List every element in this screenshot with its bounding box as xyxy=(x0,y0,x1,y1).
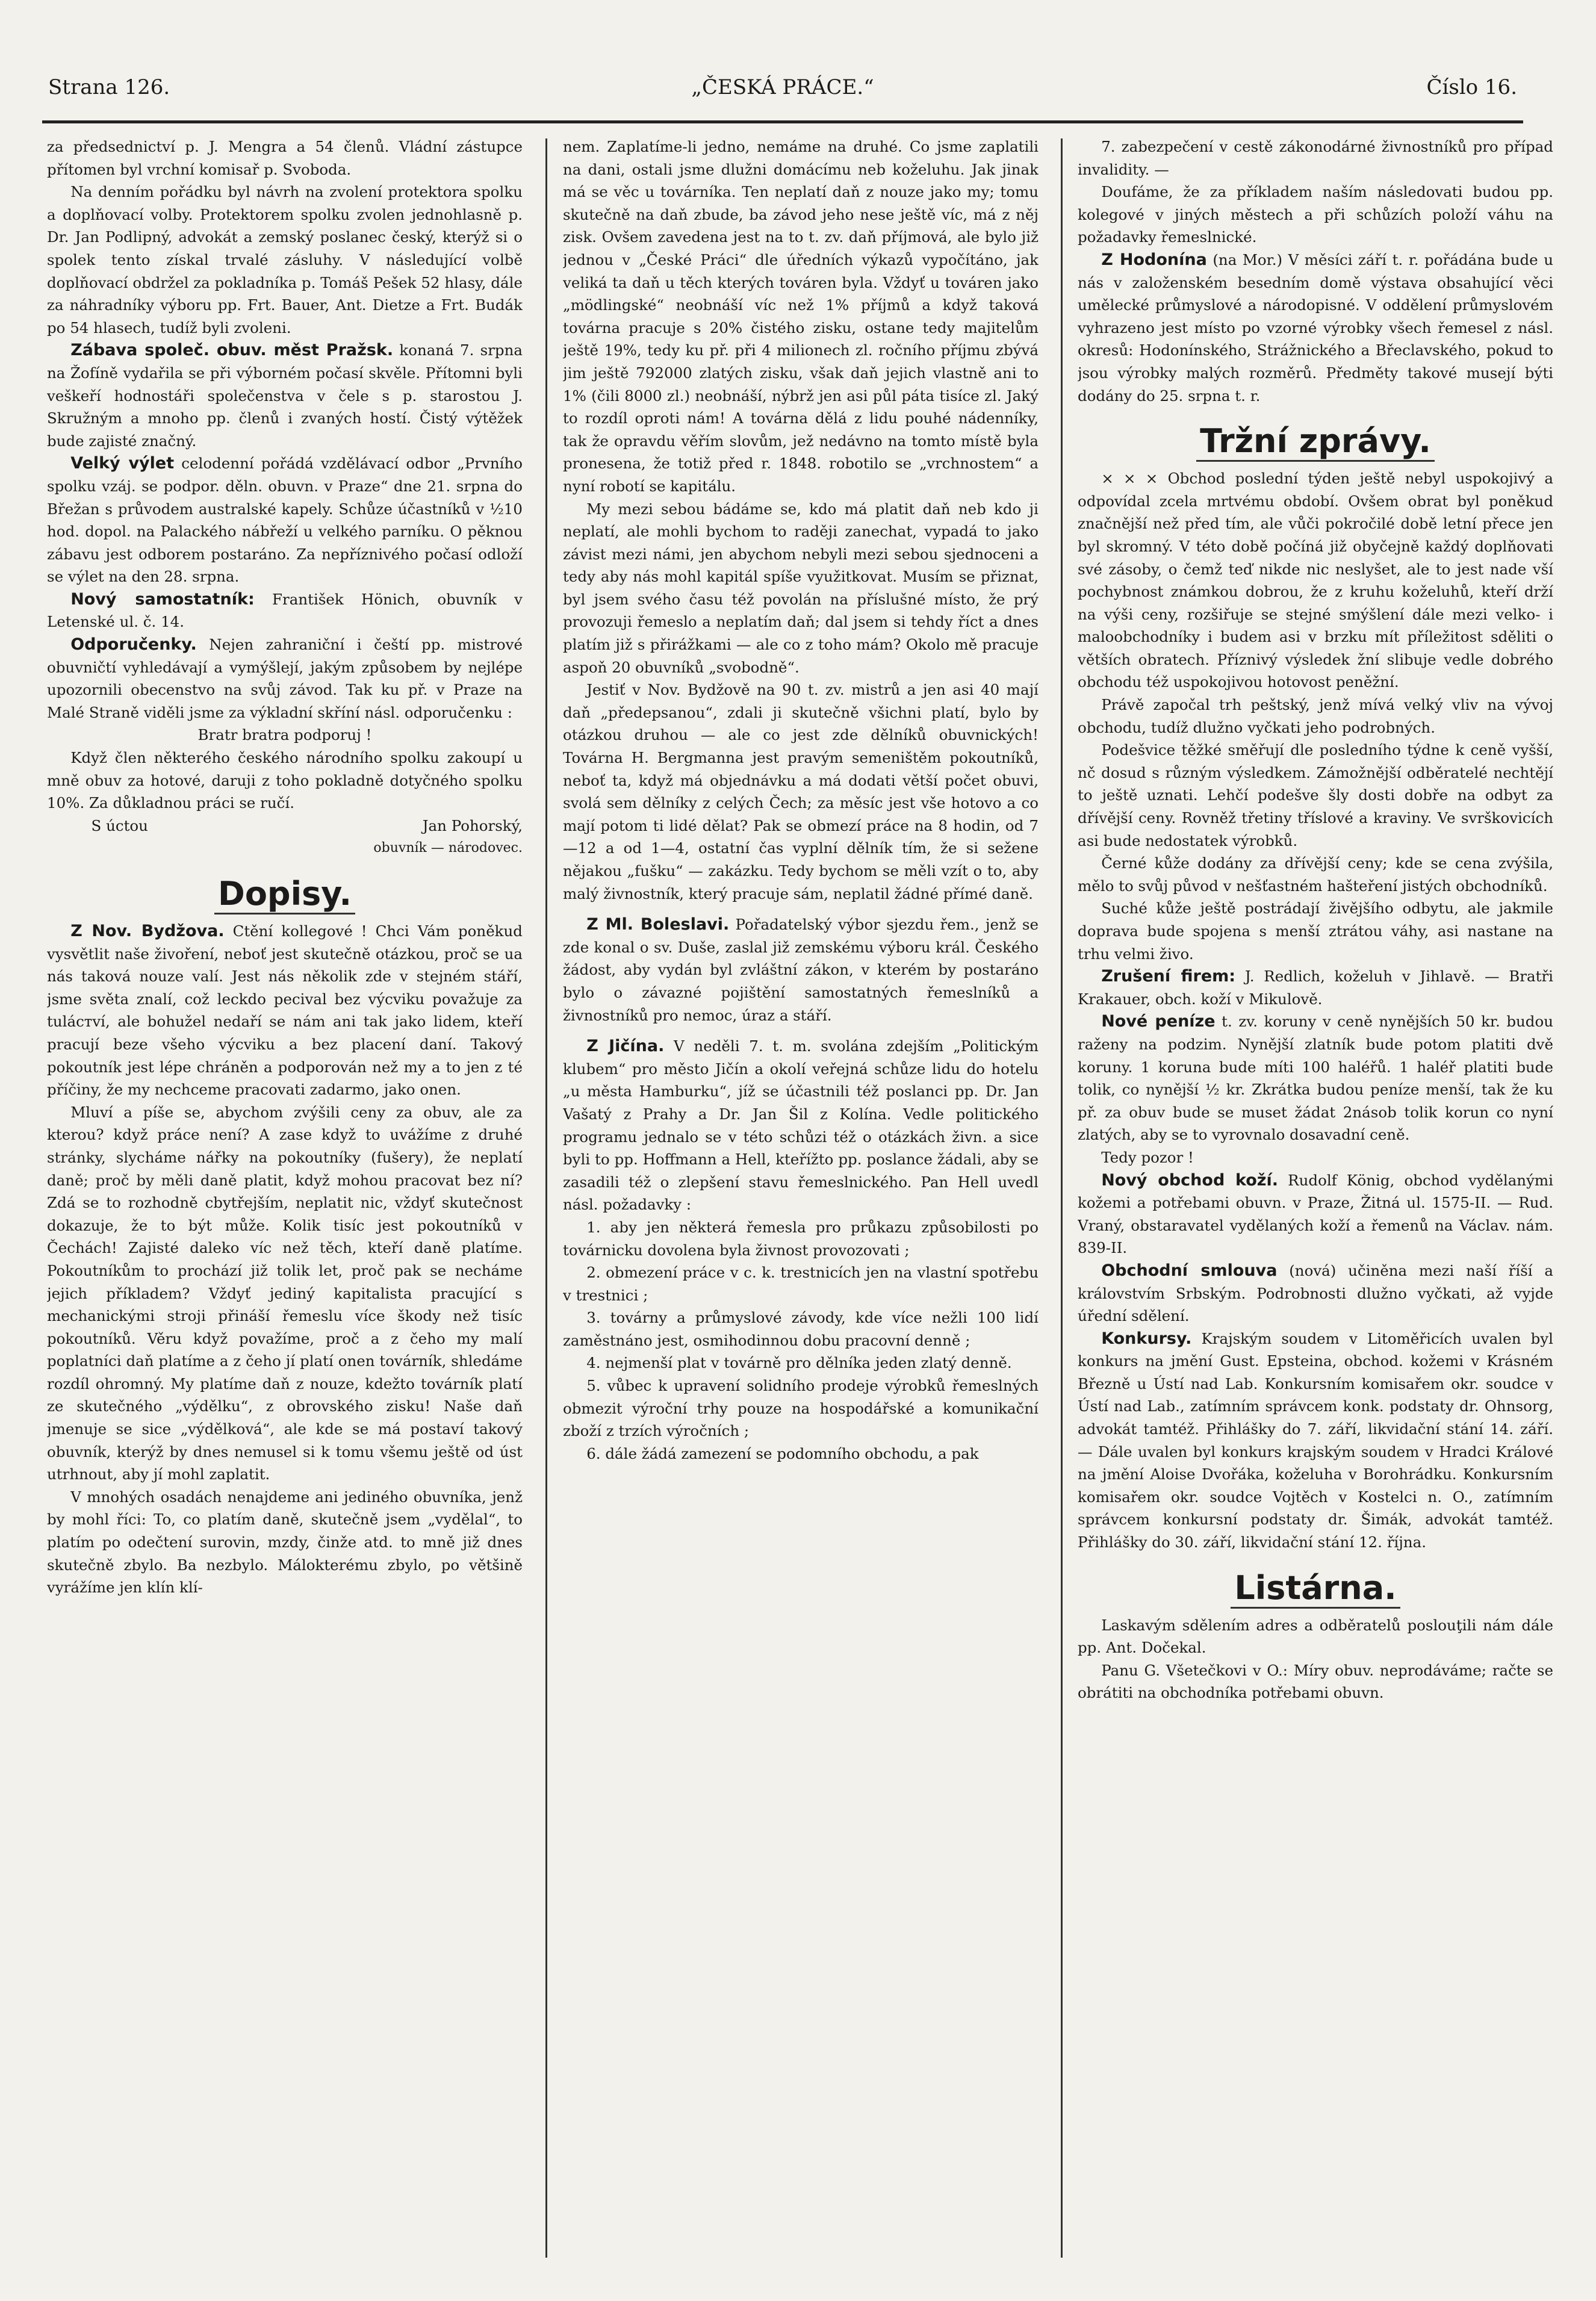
market-text: Černé kůže dodány za dřívější ceny; kde se cena zvýšila, mělo to svůj původ v nešťastném hašteření jistých obchodníků. xyxy=(1078,854,1553,895)
list-item: 7. zabezpečení v cestě zákonodárné živnostníků pro případ invalidity. — xyxy=(1078,138,1553,178)
item-text: Ctění kollegové ! Chci Vám poněkud vysvětlit naše živoření, neboť jest skutečně otázkou, proč se ua nás taková nouze valí. Jest nás několik zde v stejném stáří, jsme světa znalí, což leckdo pecival bez výcviku považuje za tulácтví, ale bohužel nedaří se nám ani tak jako lidem, kteří pracují beze všeho výcviku a bez placení daní. Takový pokoutník jest lépe chráněn a podporován než my a to jen z té příčiny, že my nechceme pracovati zadarmo, jako onen. xyxy=(47,922,523,1099)
list-item: 2. obmezení práce v c. k. trestnicích jen na vlastní spotřebu v trestnici ; xyxy=(563,1264,1039,1304)
item-heading: Obchodní smlouva xyxy=(1101,1261,1278,1280)
column-3 xyxy=(1078,135,1553,2273)
column-divider-1 xyxy=(545,138,547,2258)
item-heading: Konkursy. xyxy=(1101,1329,1192,1348)
news-item-zruseni xyxy=(1078,965,1553,1010)
item-text: (nová) učiněna mezi naší říší a královstvím Srbským. Podrobnosti dlužno vyčkati, až vyjde úřední sdělení. xyxy=(1078,1261,1553,1325)
list-item: 4. nejmenší plat v továrně pro dělníka jeden zlatý denně. xyxy=(586,1354,1012,1372)
item-heading: Nový obchod koží. xyxy=(1101,1170,1279,1190)
signature xyxy=(47,815,523,837)
article-text: Jestiť v Nov. Bydžově na 90 t. zv. mistrů a jen asi 40 mají daň „předepsanou“, zdali ji skutečně všichni platí, bylo by otázkou druhou — ale co jest zde dělníků obuvnických! Továrna H. Bergmanna jest pravým semeništěm pokoutníků, neboť ta, když má objednávku a má dodati větší počet obuvi, svolá sem dělníky z celých Čech; za měsíc jest vše hotovo a co mají potom ti lidé dělat? Pak se obmezí práce na 8 hodin, od 7—12 a od 1—4, ostatní čas vyplní dělník tím, že si sežene nějakou „fušku“ — zakázku. Tedy bychom se měli vzít o to, aby malý živnostník, který pracuje sám, neplatil žádné přímé daně. xyxy=(563,681,1039,902)
item-heading: Nový samostatník: xyxy=(70,589,255,609)
letter-jicin xyxy=(563,1035,1039,1216)
section-heading-listarna: Listárna. xyxy=(1078,1568,1553,1608)
column-1 xyxy=(47,135,523,2273)
item-heading: Z Hodonína xyxy=(1101,250,1207,269)
item-text: (na Mor.) V měsíci září t. r. pořádána bude u nás v založenském besedním domě výstava obsahující věci umělecké průmyslové a národopisné. V oddělení průmyslovém vyhrazeno jest místo po vzorné výrobky všech řemesel z násl. okresů: Hodonínského, Strážnického a Břeclavského, pokud to jsou výrobky malých rozměrů. Předměty takové musejí býti dodány do 25. srpna t. r. xyxy=(1078,250,1553,405)
market-text: Právě započal trh peštský, jenž mívá velký vliv na vývoj obchodu, tudíž dlužno vyčkati jeho podrobných. xyxy=(1078,696,1553,736)
warning-text: Tedy pozor ! xyxy=(1101,1148,1194,1166)
column-2 xyxy=(563,135,1039,2273)
item-heading: Velký výlet xyxy=(70,454,175,473)
column-divider-2 xyxy=(1061,138,1063,2258)
section-heading-dopisy: Dopisy. xyxy=(47,874,523,914)
item-heading: Z Ml. Boleslavi. xyxy=(586,915,730,934)
list-item: 1. aby jen některá řemesla pro průkazu způsobilosti po továrnicku dovolena byla živnost provozovati ; xyxy=(563,1218,1039,1259)
header-rule xyxy=(42,120,1523,123)
letter-boleslav xyxy=(563,913,1039,1026)
market-text: Podešvice těžké směřují dle posledního týdne k ceně vyšší, nč dosud s různým výsledkem. Zámožnější odběratelé nechtějí to ještě uznati. Lehčí podešve šly dosti dobře na odbyt za dřívější ceny. Rovněž třetiny tříslové a kraviny. Ve svrškovicích asi bude nedostatek výrobků. xyxy=(1078,741,1553,849)
news-item-obchod xyxy=(1078,1169,1553,1259)
article-text: Mluví a píše se, abychom zvýšili ceny za obuv, ale za kterou? když práce není? A zase když to uvážíme z druhé stránky, slycháme nářky na pokoutníky (fušery), že neplatí daně; proč by měli daně platit, když mohou pracovat bez ní? Zdá se to rozhodně cbytřejším, neplatit nic, vždyť skutečnost dokazuje, že to být může. Kolik tisíc jest pokoutníků v Čechách! Zajisté daleko víc než těch, kteří daně platíme. Pokoutníkům to prochází již tolik let, proč pak se necháme jejich příkladem? Vždyť jediný kapitalista pracující s mechanickými stroji přináší řemeslu více škody než tisíc pokoutníků. Věru když považíme, proč a z čeho my malí poplatníci daň platíme a z čeho jí platí onen továrník, shledáme rozdíl ohromný. My platíme daň z nouze, kdežto továrník platí ze skutečného „výdělku“, z obrovského zisku! Naše daň jmenuje se sice „výdělková“, ale kde se má postaví takový obuvník, kterýž by dnes nemusel si k tomu všemu ještě od úst utrhnout, aby jí mohl zaplatit. xyxy=(47,1103,523,1483)
quoted-slogan: Bratr bratra podporuj ! xyxy=(197,726,372,744)
item-heading: Nové peníze xyxy=(1101,1012,1216,1031)
article-text: nem. Zaplatíme-li jedno, nemáme na druhé. Co jsme zaplatili na dani, ostali jsme dlužni domácímu neb koželuhu. Jak jinak má se věc u továrníka. Ten neplatí daň z nouze jako my; tomu skutečně na daň zbude, ba závod jeho nese ještě víc, má z něj zisk. Ovšem zavedena jest na to t. zv. daň příjmová, ale bylo již jednou v „České Práci“ dle úředních výkazů vypočítáno, jak veliká ta daň u těch kterých továren byla. Vždyť u továren jako „mödlingské“ neobnáší víc než 1% příjmů a když taková továrna pracuje s 20% čistého zisku, ostane tedy majitelům ještě 19%, tedy ku př. při 4 milionech zl. ročního příjmu zbývá jim ještě 792000 zlatých zisku, však daň jejich vlastně ani to 1% (čili 8000 zl.) neobnáší, nýbrž jen asi půl páta tisíce zl. Jaký to rozdíl oproti nám! A továrna dělá z lidu pouhé nádenníky, tak že opravdu věřím slovům, jež nedávno na tomto místě byla pronesena, že totiž před r. 1848. robotilo se „vrchnostem“ a nyní robotí se kapitálu. xyxy=(563,138,1039,495)
item-heading: Z Nov. Bydžova. xyxy=(70,922,225,940)
article-text: za předsednictví p. J. Mengra a 54 členů. Vládní zástupce přítomen byl vrchní komisař p. Svoboda. xyxy=(47,138,523,178)
page-header xyxy=(48,75,1517,111)
news-item-samostatnik xyxy=(47,588,523,633)
page-number: Strana 126. xyxy=(48,75,170,99)
article-text: Na denním pořádku byl návrh na zvolení protektora spolku a doplňovací volby. Protektorem spolku zvolen jednohlasně p. Dr. Jan Podlipný, advokát a zemský poslanec český, kterýž si o spolek tento získal trvalé zásluhy. V následující volbě doplňovací obdržel za pokladníka p. Tomáš Pešek 52 hlasy, dále za náhradníky výboru pp. Frt. Bauer, Ant. Dietze a Frt. Budák po 54 hlasech, tudíž byli zvoleni. xyxy=(47,183,523,337)
news-item-odporucenky xyxy=(47,633,523,724)
letter-hodonin xyxy=(1078,249,1553,407)
item-text: František Hönich, obuvník v Letenské ul. č. 14. xyxy=(47,590,523,631)
news-item-smlouva xyxy=(1078,1259,1553,1328)
mailbox-text: Laskavým sdělením adres a odběratelů poslouţili nám dále pp. Ant. Dočekal. xyxy=(1078,1616,1553,1657)
item-text: Krajským soudem v Litoměřicích uvalen byl konkurs na jmění Gust. Epsteina, obchod. kožemi v Krásném Březně u Ústí nad Lab. Konkursním komisařem okr. soudce v Ústí nad Lab., zatímním správcem konk. podstaty dr. Ohnsorg, advokát tamtéž. Přihlášky do 7. září, likvidační stání 14. září. — Dále uvalen byl konkurs krajským soudem v Hradci Králové na jmění Aloise Dvořáka, koželuha v Borohrádku. Konkursním komisařem okr. soudce Vojtěch v Kostelci n. O., zatímním správcem konkursní podstaty dr. Šimák, advokát tamtéž. Přihlášky do 30. září, likvidační stání 12. října. xyxy=(1078,1329,1553,1551)
article-text: V mnohých osadách nenajdeme ani jediného obuvníka, jenž by mohl říci: To, co platím daně, skutečně jsem „vydělal“, to platím po odečtení surovin, mzdy, činže atd. to mně již dnes skutečně zbylo. Ba nezbylo. Málokterému zbylo, po většině vyrážíme jen klín klí- xyxy=(47,1488,523,1597)
mailbox-text: Panu G. Všetečkovi v O.: Míry obuv. neprodáváme; račte se obrátiti na obchodníka potřebami obuvn. xyxy=(1078,1661,1553,1702)
item-text: V neděli 7. t. m. svolána zdejším „Politickým klubem“ pro město Jičín a okolí veřejná schůze lidu do hotelu „u města Hamburku“, jíž se účastnili též poslanci pp. Dr. Jan Vašatý z Prahy a Dr. Jan Šil z Kolína. Vedle politického programu jednalo se v této schůzi též o otázkách živn. a sice byli to pp. Hoffmann a Hell, kteřížto pp. poslance žádali, aby se zasadili též o zlepšení stavu řemeslnického. Pan Hell uvedl násl. požadavky : xyxy=(563,1037,1039,1214)
quoted-text: Když člen některého českého národního spolku zakoupí u mně obuv za hotové, daruji z toho pokladně dotyčného spolku 10%. Za důkladnou práci se ručí. xyxy=(47,749,523,812)
item-heading: Z Jičína. xyxy=(586,1037,665,1056)
issue-number: Číslo 16. xyxy=(1426,75,1517,99)
item-heading: Zábava společ. obuv. měst Pražsk. xyxy=(70,341,394,360)
item-text: Pořadatelský výbor sjezdu řem., jenž se zde konal o sv. Duše, zaslal již zemskému výboru král. Českého žádost, aby vydán byl zvláštní zákon, v kterém by postaráno bylo o závazné pojištění samostatných řemeslníků a živnostníků pro nemoc, úraz a stáří. xyxy=(563,916,1039,1024)
item-text: t. zv. koruny v ceně nynějších 50 kr. budou raženy na podzim. Nynější zlatník bude potom platiti dvě koruny. 1 koruna bude míti 100 haléřů. 1 haléř platiti bude tolik, co nynější ½ kr. Zkrátka budou peníze menší, tak že ku př. za obuv bude se muset žádat 2násob tolik korun co nyní zlatých, aby se to vyrovnalo dosavadní ceně. xyxy=(1078,1013,1553,1144)
list-item: 5. vůbec k upravení solidního prodeje výrobků řemeslných obmezit výroční trhy pouze na hospodářské a komunikační zboží z trzích výročních ; xyxy=(563,1377,1039,1440)
item-text: J. Redlich, koželuh v Jihlavě. — Bratři Krakauer, obch. koží v Mikulově. xyxy=(1078,967,1553,1008)
news-item-penize xyxy=(1078,1010,1553,1146)
item-text: konaná 7. srpna na Žofíně vydařila se při výborném počasí skvěle. Přítomni byli veškeří hodnostáři společenstva v čele s p. starostou J. Skružným a mnoho pp. členů i zvaných hostí. Čistý výtěžek bude zajisté značný. xyxy=(47,341,523,450)
news-item-konkursy xyxy=(1078,1328,1553,1554)
list-item: 6. dále žádá zamezení se podomního obchodu, a pak xyxy=(586,1444,979,1462)
signature-name: Jan Pohorský, xyxy=(422,816,523,834)
article-text: My mezi sebou bádáme se, kdo má platit daň neb kdo ji neplatí, ale mohli bychom to raději zanechat, vypadá to jako závist mezi námi, jen abychom nebyli mezi sebou sjednoceni a tedy aby nás mohl kapitál spíše využitkovat. Musím se přiznat, byl jsem svého času též povolán na příslušné místo, že prý provozuji řemeslo a neplatím daň; dal jsem si tehdy říct a dnes platím již s přirážkami — ale co z toho mám? Okolo mě pracuje aspoň 20 obuvníků „svobodně“. xyxy=(563,500,1039,676)
item-text: celodenní pořádá vzdělávací odbor „Prvního spolku vzáj. se podpor. děln. obuvn. v Praze“ dne 21. srpna do Břežan s průvodem australské kapely. Schůze účastníků v ½10 hod. dopol. na Palackého nábřeží u velkého parníku. O pěknou zábavu jest odborem postaráno. Za nepříznivého počasí odloží se výlet na den 28. srpna. xyxy=(47,455,523,586)
letter-bydzov xyxy=(47,920,523,1101)
news-item-vylet xyxy=(47,452,523,588)
item-heading: Zrušení firem: xyxy=(1101,967,1236,986)
news-item-zabava xyxy=(47,339,523,452)
market-text: × × × Obchod poslední týden ještě nebyl uspokojivý a odpovídal zcela mrtvému období. Ovšem obrat byl poněkud značnější než před tím, ale vůči pokročilé době letní přece jen byl skromný. V této době počíná již obyčejně každý doplňovati své zásoby, o čemž teď nikde nic neslyšet, ale to jest nade vší pochybnost známkou dobrou, že z kruhu koželuhů, kteří drží na výši ceny, rozšiřuje se stejné smýšlení dále mezi velko- i maloobchodníky i budem asi v brzku mít příležitost sděliti o větších obratech. Příznivý výsledek žní slibuje vedle dobrého obchodu též uspokojivou hotovost peněžní. xyxy=(1078,470,1553,691)
market-text: Suché kůže ještě postrádají živějšího odbytu, ale jakmile dopravа bude spojena s menší ztrátou váhy, asi nastane na trhu velmi živo. xyxy=(1078,899,1553,963)
list-item: 3. továrny a průmyslové závody, kde více nežli 100 lidí zaměstnáno jest, osmihodinnou dobu pracovní denně ; xyxy=(563,1309,1039,1349)
masthead-title: „ČESKÁ PRÁCE.“ xyxy=(691,75,874,99)
item-text: Rudolf König, obchod vydělanými kožemi a potřebami obuvn. v Praze, Žitná ul. 1575-II. — Rud. Vraný, obstaravatel vydělaných koží a řemenů na Václav. nám. 839-II. xyxy=(1078,1171,1553,1257)
article-text: Doufáme, že za příkladem naším následovati budou pp. kolegové v jiných městech a při schůzích položí váhu na požadavky řemeslnické. xyxy=(1078,183,1553,246)
item-heading: Odporučenky. xyxy=(70,635,197,654)
section-heading-trzni-zpravy: Tržní zprávy. xyxy=(1078,421,1553,461)
item-text: Nejen zahraniční i čeští pp. mistrové obuvničtí vyhledávají a vymýšlejí, jakým způsobem by nejlépe upozornili obecenstvo na svůj závod. Tak ku př. v Praze na Malé Straně viděli jsme za výkladní skříní násl. odporučenku : xyxy=(47,636,523,721)
signature-title: obuvník — národovec. xyxy=(373,840,523,856)
signature-greeting: S úctou xyxy=(91,816,148,834)
